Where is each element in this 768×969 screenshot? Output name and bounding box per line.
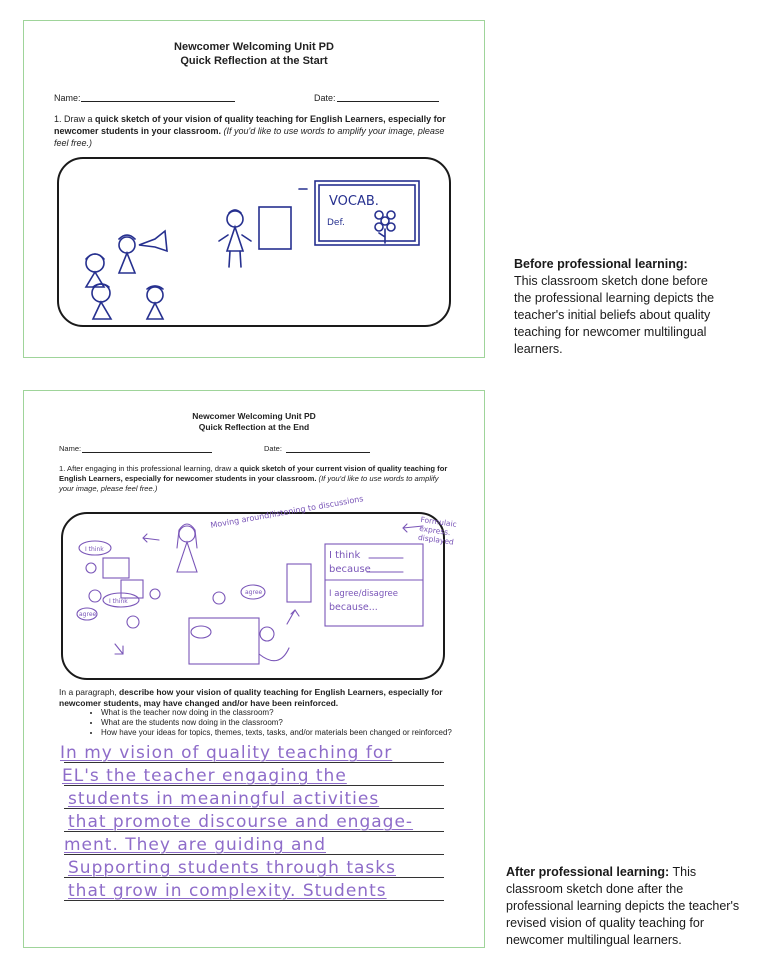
worksheet-title: Newcomer Welcoming Unit PD [174,41,334,53]
frame2-part-a: I agree/disagree [329,589,399,599]
vocab-board [315,181,419,245]
handwriting-line: students in meaningful activities [68,789,380,809]
date-line [286,452,370,453]
sketch-area [61,494,445,680]
reflection-questions [59,708,469,738]
sketch-prompt: 1. Draw a quick sketch of your vision of quality teaching for English Learners, especially for newcomer students in your classroom. (If you'd like to use words to amplify your image, please feel free.) [54,114,446,148]
megaphone [139,231,167,251]
sketch-prompt: 1. After engaging in this professional learning, draw a quick sketch of your current vision of quality teaching for English Learners, especially for newcomer students in your classroom. (If you'd like to use words to amplify your image, please feel free.) [59,464,448,493]
speech-bubble-3: agree [79,611,97,618]
handwriting-line: ment. They are guiding and [64,835,326,855]
worksheet-subtitle: Quick Reflection at the End [198,422,310,432]
teacher-figure-body [227,227,243,251]
teacher-figure-head [179,526,195,542]
frame1-part-a: I think [329,550,361,561]
teacher-figure-body [177,542,197,572]
handwriting-line: that promote discourse and engage- [68,812,414,832]
board-note: Formulaic express. displayed [417,514,458,547]
frame2-part-b: because... [329,602,378,613]
speech-bubble-1: I think [85,546,104,553]
classroom-sketch-after [63,494,447,682]
speech-bubble-4: agree [245,589,263,596]
student-table [189,618,259,664]
date-label: Date: [314,93,336,103]
worksheet-title: Newcomer Welcoming Unit PD [192,411,316,421]
question-item: • How have your ideas for topics, themes, texts, tasks, and/or materials been changed or reinforced? [101,728,469,738]
speech-bubble-2: I think [109,598,128,605]
handwriting-line: EL's the teacher engaging the [62,766,347,786]
name-line [82,452,212,453]
paragraph-prompt: In a paragraph, describe how your vision of quality teaching for English Learners, especially for newcomer students, may have changed and/or have been reinforced. • What is the teacher now doing in the classroom? • What are the students now doing in the classroom? • How have your ideas for topics, themes, texts, tasks, and/or materials been changed or reinforced? [59,687,469,738]
worksheet-subtitle: Quick Reflection at the Start [180,55,328,67]
start-reflection-worksheet [23,20,485,358]
small-board [287,564,311,602]
vocab-board-title: VOCAB. [329,194,379,209]
caption-before: Before professional learning: This classroom sketch done before the professional learning depicts the teacher's initial beliefs about quality teaching for newcomer multilingual learners. [514,257,715,356]
sketch-area [57,157,451,327]
end-reflection-worksheet [23,390,485,948]
handwriting-line: Supporting students through tasks [68,858,396,878]
question-item: • What are the students now doing in the classroom? [101,718,469,728]
name-line [81,101,235,102]
vocab-board-def: Def. [327,218,345,228]
classroom-sketch-before [59,159,453,329]
date-label: Date: [264,444,282,453]
name-label: Name: [54,93,81,103]
handwriting-line: In my vision of quality teaching for [60,743,393,763]
frame1-part-b: because [329,564,371,575]
small-board [259,207,291,249]
handwriting-line: that grow in complexity. Students [68,881,387,901]
teacher-note: Moving around/listening to discussions [209,494,365,530]
question-item: • What is the teacher now doing in the classroom? [101,708,469,718]
name-label: Name: [59,444,82,453]
caption-after: After professional learning: This classroom sketch done after the professional learning depicts the teacher's revised vision of quality teaching for newcomer multilingual learners. [506,865,740,947]
date-line [337,101,439,102]
